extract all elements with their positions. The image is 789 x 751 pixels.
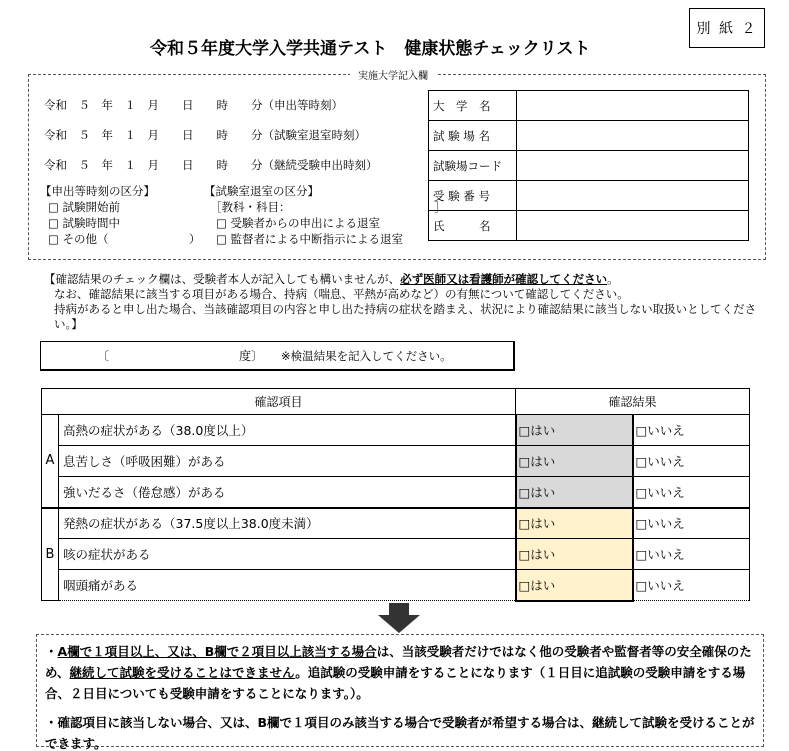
no-checkbox-b1[interactable]: □いいえ — [633, 508, 750, 539]
group-b-label: B — [42, 508, 59, 601]
header-result: 確認結果 — [516, 389, 750, 415]
notice — [44, 272, 764, 332]
venue-field[interactable] — [516, 121, 748, 151]
temperature-box[interactable] — [40, 341, 515, 371]
item-b3: 咽頭痛がある — [59, 570, 516, 601]
temperature-note: ※検温結果を記入してください。 — [281, 348, 452, 363]
yes-checkbox-b2[interactable]: □はい — [516, 539, 633, 570]
instruction-2: ・確認項目に該当しない場合、又は、B欄で１項目のみ該当する場合で受験者が希望する場合は、継続して試験を受けることができます。 — [45, 715, 755, 751]
notice-line-3: 持病があると申し出た場合、当該確認項目の内容と申し出た持病の症状を踏まえ、状況により確認結果に該当しない取扱いとしてください。】 — [54, 302, 757, 331]
info-label-exam-number: 受 験 番 号 — [429, 181, 517, 211]
option-during-exam[interactable]: □ 試験時間中 — [48, 216, 121, 230]
option-exit-by-proctor[interactable]: □ 監督者による中断指示による退室 — [216, 232, 404, 246]
item-a3: 強いだるさ（倦怠感）がある — [59, 477, 516, 508]
item-b2: 咳の症状がある — [59, 539, 516, 570]
info-label-venue: 試 験 場 名 — [429, 121, 517, 151]
no-checkbox-a2[interactable]: □いいえ — [633, 446, 750, 477]
temperature-unit: 度〕 — [239, 349, 264, 363]
timeline-request: 令和 ５ 年 １ 月 日 時 分（申出等時刻） — [44, 98, 343, 112]
yes-checkbox-a3[interactable]: □はい — [516, 477, 633, 508]
name-field[interactable] — [516, 211, 748, 241]
item-a2: 息苦しさ（呼吸困難）がある — [59, 446, 516, 477]
info-table — [428, 90, 749, 241]
attachment-label: 別 紙 ２ — [689, 8, 765, 48]
no-checkbox-a1[interactable]: □いいえ — [633, 415, 750, 446]
notice-line-2: なお、確認結果に該当する項目がある場合、持病（喘息、平熱が高めなど）の有無について確認してください。 — [54, 287, 629, 301]
no-checkbox-b2[interactable]: □いいえ — [633, 539, 750, 570]
yes-checkbox-a2[interactable]: □はい — [516, 446, 633, 477]
item-a1: 高熱の症状がある（38.0度以上） — [59, 415, 516, 446]
instruction-1: ・A欄で１項目以上、又は、B欄で２項目以上該当する場合は、当該受験者だけではなく他の受験者や監督者等の安全確保のため、継続して試験を受けることはできません。追試験の受験申請をすることになります（１日目に追試験の受験申請をする場合、２日目についても受験申請をすることになります。）。 — [45, 644, 752, 701]
info-label-university: 大 学 名 — [429, 91, 517, 121]
institution-section-label: 実施大学記入欄 — [350, 67, 436, 82]
option-other[interactable]: □ その他（ ） — [48, 232, 201, 246]
option-before-exam[interactable]: □ 試験開始前 — [48, 200, 121, 214]
check-table — [41, 388, 750, 602]
header-item: 確認項目 — [42, 389, 516, 415]
option-exit-by-request[interactable]: □ 受験者からの申出による退室 — [216, 216, 381, 230]
subject-line: ［教科・科目： ］ — [210, 200, 446, 214]
down-arrow-icon — [378, 603, 420, 633]
yes-checkbox-a1[interactable]: □はい — [516, 415, 633, 446]
item-b1: 発熱の症状がある（37.5度以上38.0度未満） — [59, 508, 516, 539]
venue-code-field[interactable] — [516, 151, 748, 181]
request-category-heading: 【申出等時刻の区分】 — [40, 184, 155, 198]
no-checkbox-a3[interactable]: □いいえ — [633, 477, 750, 508]
instruction-box — [36, 634, 764, 751]
info-label-name: 氏 名 — [429, 211, 517, 241]
temperature-open-bracket: 〔 — [97, 349, 110, 363]
info-label-venue-code: 試験場コード — [429, 151, 517, 181]
exit-category-heading: 【試験室退室の区分】 — [204, 184, 319, 198]
notice-line-1: 【確認結果のチェック欄は、受験者本人が記入しても構いませんが、必ず医師又は看護師が確認してください。 — [44, 272, 619, 286]
timeline-exit: 令和 ５ 年 １ 月 日 時 分（試験室退室時刻） — [44, 128, 366, 142]
page-title: 令和５年度大学入学共通テスト 健康状態チェックリスト — [150, 39, 591, 59]
no-checkbox-b3[interactable]: □いいえ — [633, 570, 750, 601]
exam-number-field[interactable] — [516, 181, 748, 211]
group-a-label: A — [42, 415, 59, 508]
timeline-continue: 令和 ５ 年 １ 月 日 時 分（継続受験申出時刻） — [44, 158, 378, 172]
yes-checkbox-b1[interactable]: □はい — [516, 508, 633, 539]
notice-emphasis: 必ず医師又は看護師が確認してください — [400, 272, 608, 286]
yes-checkbox-b3[interactable]: □はい — [516, 570, 633, 601]
university-field[interactable] — [516, 91, 748, 121]
